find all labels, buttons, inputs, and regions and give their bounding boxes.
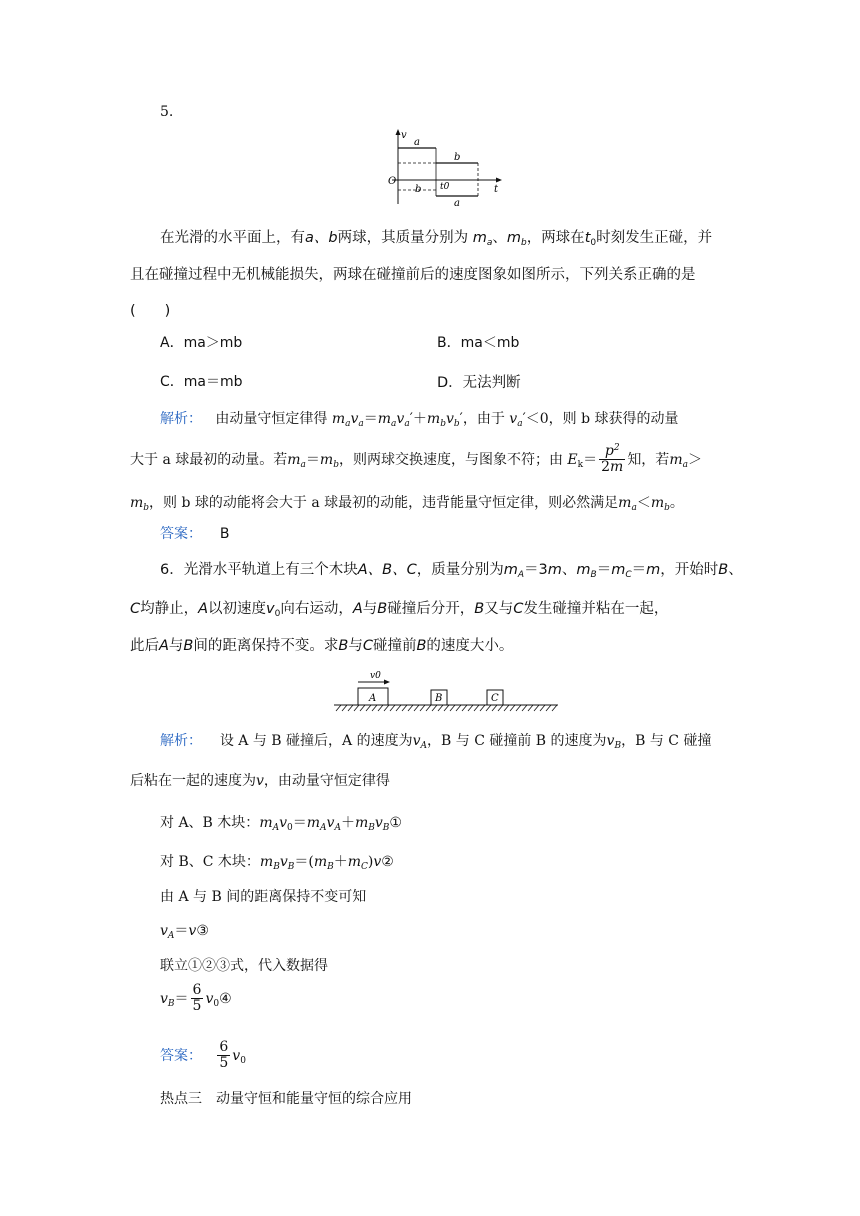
q6-equation-3-text: 由 A 与 B 间的距离保持不变可知 xyxy=(160,889,367,905)
q5-option-c: C．ma＝mb xyxy=(160,374,243,390)
block-b-label: B xyxy=(435,693,443,704)
graph-a-before-label: a xyxy=(414,137,420,148)
graph-a-after-label: a xyxy=(454,198,460,208)
q6-equation-2: 对 B、C 木块：$m_Bv_B=(m_B+m_C)v②$ xyxy=(160,854,394,872)
graph-v-label: v xyxy=(401,130,407,141)
q6-equation-3: $v_A=v③$ xyxy=(160,923,209,941)
figure-v0-label: v0 xyxy=(370,671,381,681)
q5-velocity-time-graph xyxy=(386,126,506,208)
answer-label: 答案： xyxy=(160,526,202,542)
q5-option-d: D．无法判断 xyxy=(437,375,521,391)
analysis-label: 解析： xyxy=(160,411,202,427)
q6-analysis-line2: 后粘在一起的速度为v，由动量守恒定律得 xyxy=(130,773,390,789)
q5-analysis-line3: $m_b$，则 b 球的动能将会大于 a 球最初的动能，违背能量守恒定律，则必然满足$m_a<m_b$。 xyxy=(130,495,684,513)
q6-stem-line2: C均静止，A以初速度$v_0$向右运动，A与B碰撞后分开，B又与C发生碰撞并粘在一起， xyxy=(130,601,669,619)
block-c-label: C xyxy=(491,693,499,704)
q6-equation-4: $v_B=$ $\frac{6}{5}$ $v_0④$ xyxy=(160,982,232,1015)
q6-equation-4-text: 联立①②③式，代入数据得 xyxy=(160,958,328,974)
q6-equation-1: 对 A、B 木块：$m_Av_0=m_Av_A+m_Bv_B①$ xyxy=(160,815,402,833)
q5-stem-line2: 且在碰撞过程中无机械能损失，两球在碰撞前后的速度图象如图所示，下列关系正确的是 xyxy=(130,267,696,283)
graph-t-label: t xyxy=(494,184,499,195)
ground-hatching xyxy=(336,705,557,711)
q6-stem-line3: 此后A与B间的距离保持不变。求B与C碰撞前B的速度大小。 xyxy=(130,638,514,654)
analysis-label-6: 解析： xyxy=(160,733,202,749)
graph-b-after-label: b xyxy=(454,152,461,163)
q6-answer: 答案： $\frac{6}{5}$ $v_0$ xyxy=(160,1039,246,1072)
q5-option-b: B．ma＜mb xyxy=(437,335,520,351)
answer-label-6: 答案： xyxy=(160,1047,202,1064)
q6-blocks-figure xyxy=(334,668,560,716)
q5-stem-line1: 在光滑的水平面上，有a、b两球，其质量分别为 $m_a$、$m_b$，两球在$t_0$时刻发生正碰，并 xyxy=(160,230,713,248)
q5-stem-line3: ( ) xyxy=(130,303,171,319)
graph-origin-label: O xyxy=(388,176,397,187)
q5-analysis-line1: 解析： 由动量守恒定律得 $m_av_a=m_av_a'+m_bv_b'$，由于 $v_a'<0$，则 b 球获得的动量 xyxy=(160,411,679,429)
q5-option-a: A．ma＞mb xyxy=(160,335,243,351)
graph-t0-label: t0 xyxy=(440,182,450,192)
q6-analysis-line1: 解析： 设 A 与 B 碰撞后，A 的速度为$v_A$，B 与 C 碰撞前 B 的速度为$v_B$，B 与 C 碰撞 xyxy=(160,733,712,751)
q5-analysis-line2: 大于 a 球最初的动量。若$m_a=m_b$，则两球交换速度，与图象不符；由 $E_k=$ $\frac{p^2}{2m}$ 知，若$m_a>$ xyxy=(130,443,702,476)
section-heading: 热点三 动量守恒和能量守恒的综合应用 xyxy=(160,1091,412,1107)
graph-b-before-label: b xyxy=(415,184,422,195)
block-a-label: A xyxy=(369,693,377,704)
q6-stem-line1: 6．光滑水平轨道上有三个木块A、B、C，质量分别为$m_A=3m$、$m_B=m_C=m$，开始时B、 xyxy=(160,562,743,580)
q5-answer: 答案： B xyxy=(160,526,230,542)
q5-number: 5. xyxy=(160,104,174,120)
